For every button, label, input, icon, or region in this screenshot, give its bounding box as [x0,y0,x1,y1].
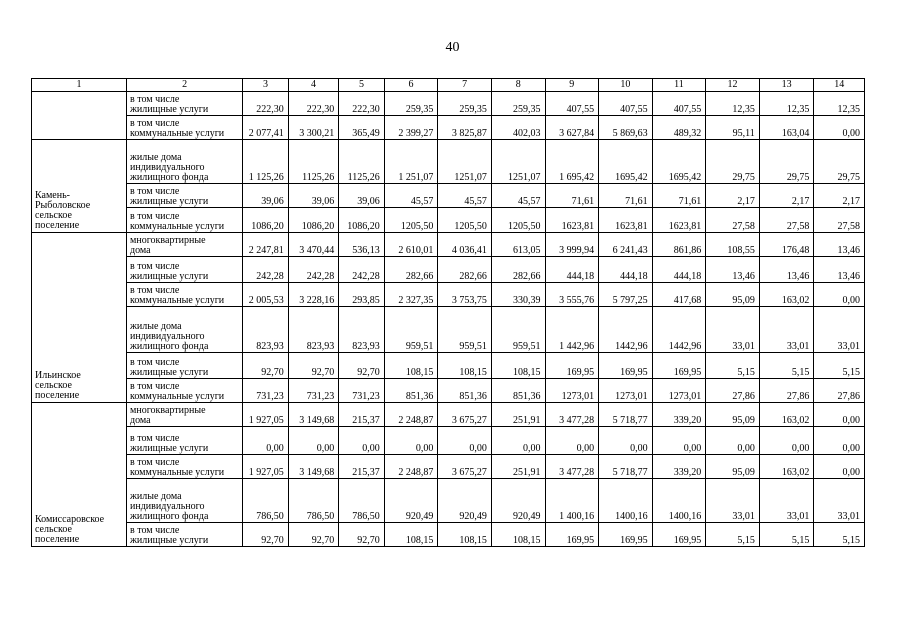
value-cell: 0,00 [814,283,865,307]
table-row [32,208,865,233]
value-cell: 27,86 [759,379,814,403]
value-cell: 259,35 [438,92,492,116]
value-cell: 851,36 [384,379,438,403]
category-label: многоквартирные дома [127,403,243,427]
value-cell: 251,91 [491,403,545,427]
value-cell: 1623,81 [599,208,653,233]
value-cell: 108,55 [706,233,760,257]
value-cell: 169,95 [652,353,706,379]
value-cell: 407,55 [599,92,653,116]
table-row [32,307,865,353]
value-cell: 365,49 [339,116,384,140]
value-cell: 92,70 [288,523,339,547]
value-cell: 920,49 [491,479,545,523]
column-number-header: 1 [32,79,127,92]
category-label: в том числе коммунальные услуги [127,283,243,307]
value-cell: 5,15 [759,353,814,379]
value-cell: 259,35 [491,92,545,116]
value-cell: 3 149,68 [288,403,339,427]
value-cell: 959,51 [384,307,438,353]
value-cell: 2 248,87 [384,403,438,427]
value-cell: 1273,01 [545,379,599,403]
value-cell: 1 927,05 [243,455,288,479]
value-cell: 0,00 [652,427,706,455]
value-cell: 1 400,16 [545,479,599,523]
value-cell: 95,09 [706,283,760,307]
value-cell: 0,00 [814,116,865,140]
value-cell: 169,95 [599,523,653,547]
category-label: в том числе коммунальные услуги [127,379,243,403]
category-label: жилые дома индивидуального жилищного фонда [127,479,243,523]
value-cell: 339,20 [652,403,706,427]
value-cell: 12,35 [814,92,865,116]
value-cell: 1695,42 [599,140,653,184]
column-number-header: 10 [599,79,653,92]
table-row [32,233,865,257]
value-cell: 1442,96 [599,307,653,353]
value-cell: 39,06 [288,184,339,208]
column-number-header: 11 [652,79,706,92]
category-label: жилые дома индивидуального жилищного фонда [127,140,243,184]
value-cell: 0,00 [288,427,339,455]
table-row [32,140,865,184]
value-cell: 5,15 [706,523,760,547]
value-cell: 71,61 [652,184,706,208]
value-cell: 169,95 [599,353,653,379]
value-cell: 731,23 [339,379,384,403]
value-cell: 2,17 [706,184,760,208]
value-cell: 13,46 [814,233,865,257]
value-cell: 169,95 [545,523,599,547]
value-cell: 0,00 [243,427,288,455]
value-cell: 444,18 [599,257,653,283]
page-number: 40 [445,40,460,55]
value-cell: 402,03 [491,116,545,140]
category-label: в том числе коммунальные услуги [127,455,243,479]
value-cell: 39,06 [243,184,288,208]
value-cell: 2 005,53 [243,283,288,307]
header-row [32,79,865,92]
value-cell: 27,86 [814,379,865,403]
value-cell: 823,93 [243,307,288,353]
value-cell: 222,30 [243,92,288,116]
value-cell: 3 753,75 [438,283,492,307]
value-cell: 282,66 [491,257,545,283]
value-cell: 282,66 [438,257,492,283]
value-cell: 95,09 [706,455,760,479]
value-cell: 163,04 [759,116,814,140]
settlement-name: Ильинское сельское поселение [32,233,127,403]
value-cell: 13,46 [706,257,760,283]
value-cell: 29,75 [814,140,865,184]
value-cell: 417,68 [652,283,706,307]
value-cell: 1273,01 [599,379,653,403]
value-cell: 5 718,77 [599,403,653,427]
value-cell: 0,00 [814,403,865,427]
category-label: жилые дома индивидуального жилищного фонда [127,307,243,353]
value-cell: 5 797,25 [599,283,653,307]
value-cell: 108,15 [438,353,492,379]
value-cell: 3 228,16 [288,283,339,307]
value-cell: 39,06 [339,184,384,208]
value-cell: 786,50 [243,479,288,523]
value-cell: 1086,20 [339,208,384,233]
value-cell: 29,75 [759,140,814,184]
value-cell: 1086,20 [288,208,339,233]
value-cell: 1400,16 [599,479,653,523]
value-cell: 71,61 [599,184,653,208]
value-cell: 0,00 [814,427,865,455]
value-cell: 6 241,43 [599,233,653,257]
table-row [32,353,865,379]
value-cell: 2 077,41 [243,116,288,140]
value-cell: 27,58 [814,208,865,233]
value-cell: 33,01 [706,479,760,523]
value-cell: 1623,81 [652,208,706,233]
value-cell: 176,48 [759,233,814,257]
column-number-header: 4 [288,79,339,92]
tariff-table [31,78,865,547]
value-cell: 92,70 [339,353,384,379]
value-cell: 13,46 [814,257,865,283]
value-cell: 222,30 [288,92,339,116]
value-cell: 1 695,42 [545,140,599,184]
value-cell: 731,23 [288,379,339,403]
value-cell: 242,28 [288,257,339,283]
value-cell: 27,58 [706,208,760,233]
value-cell: 920,49 [384,479,438,523]
value-cell: 1695,42 [652,140,706,184]
value-cell: 29,75 [706,140,760,184]
column-number-header: 6 [384,79,438,92]
value-cell: 259,35 [384,92,438,116]
value-cell: 0,00 [706,427,760,455]
value-cell: 5,15 [814,353,865,379]
value-cell: 1 125,26 [243,140,288,184]
value-cell: 33,01 [759,307,814,353]
category-label: в том числе жилищные услуги [127,523,243,547]
value-cell: 489,32 [652,116,706,140]
value-cell: 2 399,27 [384,116,438,140]
column-number-header: 8 [491,79,545,92]
table-row [32,184,865,208]
column-number-header: 2 [127,79,243,92]
value-cell: 1442,96 [652,307,706,353]
value-cell: 108,15 [384,353,438,379]
value-cell: 1 927,05 [243,403,288,427]
value-cell: 5,15 [814,523,865,547]
value-cell: 27,58 [759,208,814,233]
table-row [32,427,865,455]
value-cell: 5 718,77 [599,455,653,479]
value-cell: 169,95 [545,353,599,379]
value-cell: 169,95 [652,523,706,547]
value-cell: 613,05 [491,233,545,257]
table-row [32,257,865,283]
value-cell: 1400,16 [652,479,706,523]
value-cell: 33,01 [814,307,865,353]
value-cell: 108,15 [491,523,545,547]
settlement-name: Камень- Рыболовское сельское поселение [32,140,127,233]
value-cell: 1125,26 [339,140,384,184]
value-cell: 5 869,63 [599,116,653,140]
value-cell: 163,02 [759,455,814,479]
value-cell: 0,00 [814,455,865,479]
value-cell: 407,55 [545,92,599,116]
value-cell: 27,86 [706,379,760,403]
value-cell: 823,93 [339,307,384,353]
value-cell: 1 251,07 [384,140,438,184]
value-cell: 330,39 [491,283,545,307]
column-number-header: 12 [706,79,760,92]
value-cell: 1 442,96 [545,307,599,353]
value-cell: 163,02 [759,283,814,307]
value-cell: 786,50 [339,479,384,523]
value-cell: 3 477,28 [545,455,599,479]
value-cell: 444,18 [545,257,599,283]
value-cell: 536,13 [339,233,384,257]
value-cell: 92,70 [243,353,288,379]
table-row [32,455,865,479]
value-cell: 108,15 [384,523,438,547]
value-cell: 3 555,76 [545,283,599,307]
column-number-header: 7 [438,79,492,92]
value-cell: 2 610,01 [384,233,438,257]
value-cell: 242,28 [243,257,288,283]
value-cell: 33,01 [814,479,865,523]
value-cell: 1086,20 [243,208,288,233]
column-number-header: 3 [243,79,288,92]
table-row [32,403,865,427]
table-body [32,79,865,547]
category-label: в том числе жилищные услуги [127,92,243,116]
value-cell: 13,46 [759,257,814,283]
value-cell: 1205,50 [491,208,545,233]
value-cell: 3 999,94 [545,233,599,257]
value-cell: 222,30 [339,92,384,116]
value-cell: 3 825,87 [438,116,492,140]
value-cell: 293,85 [339,283,384,307]
value-cell: 0,00 [384,427,438,455]
category-label: в том числе жилищные услуги [127,257,243,283]
value-cell: 3 675,27 [438,455,492,479]
value-cell: 0,00 [491,427,545,455]
value-cell: 0,00 [599,427,653,455]
value-cell: 823,93 [288,307,339,353]
value-cell: 0,00 [545,427,599,455]
category-label: в том числе жилищные услуги [127,427,243,455]
value-cell: 282,66 [384,257,438,283]
value-cell: 959,51 [491,307,545,353]
value-cell: 108,15 [438,523,492,547]
value-cell: 33,01 [706,307,760,353]
value-cell: 92,70 [288,353,339,379]
value-cell: 3 627,84 [545,116,599,140]
value-cell: 2 248,87 [384,455,438,479]
column-number-header: 13 [759,79,814,92]
category-label: в том числе жилищные услуги [127,353,243,379]
value-cell: 92,70 [339,523,384,547]
table-row [32,283,865,307]
value-cell: 5,15 [759,523,814,547]
value-cell: 1273,01 [652,379,706,403]
value-cell: 731,23 [243,379,288,403]
value-cell: 163,02 [759,403,814,427]
value-cell: 0,00 [438,427,492,455]
value-cell: 2,17 [814,184,865,208]
settlement-name [32,92,127,140]
value-cell: 920,49 [438,479,492,523]
value-cell: 1205,50 [438,208,492,233]
value-cell: 444,18 [652,257,706,283]
value-cell: 407,55 [652,92,706,116]
value-cell: 3 675,27 [438,403,492,427]
value-cell: 12,35 [759,92,814,116]
value-cell: 45,57 [491,184,545,208]
value-cell: 861,86 [652,233,706,257]
value-cell: 339,20 [652,455,706,479]
value-cell: 1125,26 [288,140,339,184]
category-label: в том числе коммунальные услуги [127,116,243,140]
value-cell: 215,37 [339,403,384,427]
value-cell: 92,70 [243,523,288,547]
value-cell: 3 470,44 [288,233,339,257]
value-cell: 1623,81 [545,208,599,233]
table-row [32,92,865,116]
value-cell: 108,15 [491,353,545,379]
value-cell: 33,01 [759,479,814,523]
value-cell: 3 300,21 [288,116,339,140]
value-cell: 0,00 [759,427,814,455]
table-row [32,116,865,140]
table-row [32,523,865,547]
column-number-header: 5 [339,79,384,92]
value-cell: 251,91 [491,455,545,479]
value-cell: 851,36 [491,379,545,403]
value-cell: 45,57 [438,184,492,208]
value-cell: 0,00 [339,427,384,455]
value-cell: 5,15 [706,353,760,379]
value-cell: 851,36 [438,379,492,403]
value-cell: 95,11 [706,116,760,140]
table-row [32,379,865,403]
value-cell: 2 247,81 [243,233,288,257]
value-cell: 95,09 [706,403,760,427]
table-row [32,479,865,523]
value-cell: 242,28 [339,257,384,283]
category-label: многоквартирные дома [127,233,243,257]
settlement-name: Комиссаровское сельское поселение [32,403,127,547]
value-cell: 12,35 [706,92,760,116]
value-cell: 786,50 [288,479,339,523]
column-number-header: 9 [545,79,599,92]
value-cell: 1251,07 [491,140,545,184]
category-label: в том числе коммунальные услуги [127,208,243,233]
value-cell: 3 477,28 [545,403,599,427]
value-cell: 3 149,68 [288,455,339,479]
value-cell: 45,57 [384,184,438,208]
value-cell: 2 327,35 [384,283,438,307]
value-cell: 1205,50 [384,208,438,233]
value-cell: 4 036,41 [438,233,492,257]
value-cell: 1251,07 [438,140,492,184]
category-label: в том числе жилищные услуги [127,184,243,208]
value-cell: 71,61 [545,184,599,208]
value-cell: 959,51 [438,307,492,353]
column-number-header: 14 [814,79,865,92]
value-cell: 2,17 [759,184,814,208]
value-cell: 215,37 [339,455,384,479]
